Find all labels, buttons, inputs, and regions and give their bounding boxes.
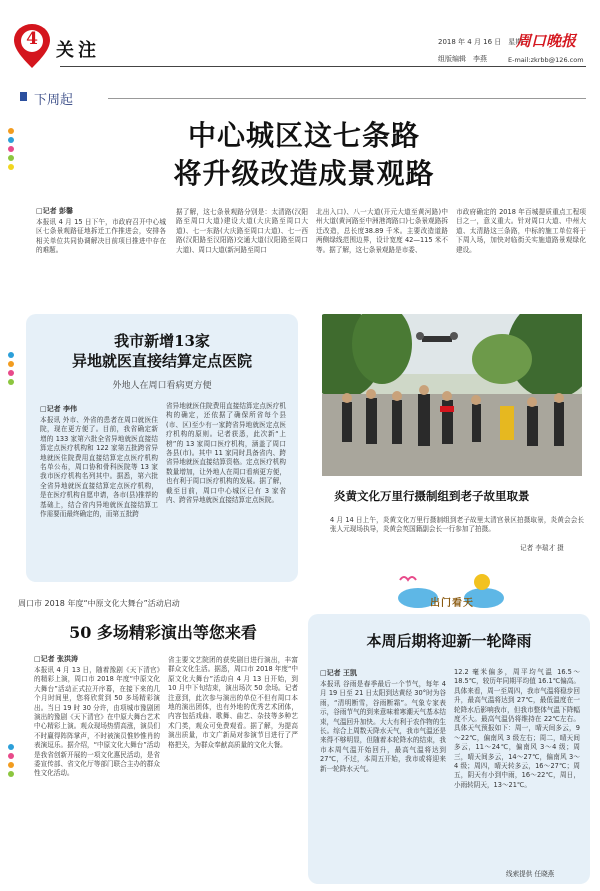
medical-column-1: 本报讯 外市、外省的患者在周口就医住院，现在更方便了。目前，我省确定新增的 133 家第六批全省异地就医直接结算定点医疗机构和 122 家第五批跨省异地就医住院费用直接结算定点医疗机构名单公布，周口协和骨科医院等 13 家我市医疗机构名列其中。据悉，第六批全省异地就医直接结算定点医疗机构，是在医疗机构自愿申请，各市(县)推荐的基础上，结合省内异地就医直接结算工作需要而最终确定的，而第五批跨 — [40, 416, 158, 519]
decor-dots-bottom — [8, 744, 14, 780]
column-2: 据了解，这七条景观路分别是：太清路(汉阳路至周口大道)建设大道(大庆路至周口大道)、七一东路(大庆路至周口大道)、七一西路(汉阳路至汉阳路)交通大道(汉阳路至周口大道)、周口大道(新河路至周口 — [176, 208, 308, 254]
decor-dots-top — [8, 128, 14, 173]
editor-line: 组版编辑 李燕 — [438, 55, 487, 63]
weather-banner-text: 出门看天 — [430, 598, 474, 609]
page-header — [0, 0, 600, 80]
medical-story — [26, 314, 298, 582]
weather-column-1: 本报讯 谷雨是春季最后一个节气，每年 4 月 19 日至 21 日太阳到达黄经 30°时为谷雨，“清明断雪，谷雨断霜”。气象专家表示，谷雨节气的到来意味着寒潮天气基本结束，气温回升加快。大大有利于农作物的生长。综合上周数天降水天气，我市气温还是来得不够明显，但随着本轮降水的结束，我市本周气温开始回升，最高气温将达到 27℃，不过，本周五开始，我市或将迎来新一轮降水天气。 — [320, 680, 446, 773]
weather-column-2: 12.2 毫米偏多，周平均气温 16.5～18.5℃，较历年同期平均值 16.1℃偏高。具体来看，周一至周四，我市气温将稳步回升，最高气温将达到 27℃，最低温度在一轮降水后影响我市，但我市整体气温下降幅度不大。最高气温仍将维持在 22℃左右。具体天气预报如下：周一，晴天间多云，9～22℃，偏南风 3 级左右；周二，晴天间多云，11～24℃，偏南风 3～4 级；周三，晴天间多云，14～27℃，偏南风 3～4 级；周四，晴天转多云，16～27℃；周五，阴天有小到中雨，16～22℃，周日，小雨转阴天，13～21℃。 — [454, 668, 580, 789]
weather-title: 本周后期将迎新一轮降雨 — [366, 632, 532, 650]
culture-kicker: 周口市 2018 年度“中原文化大舞台”活动启动 — [18, 599, 180, 608]
culture-byline: □记者 张洪涛 — [34, 655, 79, 663]
paper-name: 周口晚报 — [516, 32, 577, 50]
culture-story — [18, 590, 308, 886]
date-line: 2018 年 4 月 16 日 星期一 — [438, 38, 530, 46]
medical-title-2: 异地就医直接结算定点医院 — [71, 352, 252, 370]
culture-column-1: 本报讯 4 月 13 日，随着豫剧《天下清官》的精彩上演，周口市 2018 年度“中原文化大舞台”活动正式拉开序幕，在接下来的几个月时间里，您将欣赏到 50 多场精彩演出。当日 19 时 30 分许，由项城市豫剧团演出的豫剧《天下清官》在中原大舞台艺术中心精彩上演。观众现场热情高涨，演员们不时赢得阵阵掌声，不时被演员惟妙惟肖的表演逗乐。据介绍，“中原文化大舞台”活动是我省创新开展的一项文化惠民活动，是省委宣传部、省文化厅等部门联合主办的群众性文化活动。 — [34, 666, 160, 778]
column-3: 北出入口)、八一大道(开元大道至黄河路)中州大道(黄河路至中洲港湾路口)七条景观路拆迁改造，总长度38.89 千米。主要改造道路两侧绿线范围边界，设计宽度 42—115 米不等。据了解，这七条景观路是市委、 — [316, 208, 448, 254]
culture-column-2: 省主要文艺院团的获奖剧目进行演出，丰富群众文化生活。据悉，周口市 2018 年度“中原文化大舞台”活动自 4 月 13 日开始，到 10 月中下旬结束，演出场次 50 余场。记者注意到，此次参与演出的单位不但有周口本地的演出团体，也有外地的优秀艺术团体，内容包括戏曲、歌舞、曲艺、杂技等多种艺术门类，观众可免费观看。据了解，为提高演出质量，市文广新局对参演节目进行了严格把关，为群众奉献高质量的文化大餐。 — [168, 656, 298, 749]
decor-dots-mid — [8, 352, 14, 388]
weather-banner — [396, 568, 506, 610]
top-story — [18, 88, 590, 292]
medical-subtitle: 外地人在周口看病更方便 — [112, 381, 212, 391]
photo-caption: 4 月 14 日上午，炎黄文化万里行摄制组到老子故里太清宫景区拍摄取景，炎黄会会长张人元现场执导，炎黄会英国籍副会长一行参加了拍摄。 — [330, 516, 584, 534]
column-4: 市政府确定的 2018 年百城提质重点工程项目之一，意义重大。针对周口大道、中州大道、太清路这三条路，中标的施工单位将于下周入场，加快对临街关实施道路景观绿化建设。 — [456, 208, 586, 254]
page-number: 4 — [26, 29, 38, 49]
medical-title-1: 我市新增13家 — [114, 332, 210, 350]
header-rule — [60, 66, 586, 67]
byline: □记者 彭馨 — [36, 207, 74, 215]
section-title: 关注 — [56, 40, 100, 61]
kicker-marker — [20, 92, 27, 101]
headline-line-1: 中心城区这七条路 — [187, 119, 420, 152]
weather-byline: □记者 王凯 — [320, 669, 358, 677]
medical-column-2: 省异地就医住院费用直接结算定点医疗机构的确定，还依据了确保所省每个县(市、区)至少有一家跨省异地就医定点医疗机构的原则。记者获悉，此次新“上榜”的 13 家周口医疗机构，涵盖了周口各县(市)。其中 11 家同时具备省内、跨省异地就医直接结算资格。定点医疗机构数量增加，让外地人在周口看病更方便，也有利于周口医疗机构的发展。据了解，截至目前，周口中心城区已有 3 家省内、跨省异地就医直接结算定点医院。 — [166, 402, 286, 505]
photo-story-title: 炎黄文化万里行摄制组到老子故里取景 — [334, 489, 530, 503]
kicker: 下周起 — [34, 93, 74, 108]
culture-title: 50 多场精彩演出等您来看 — [69, 623, 257, 642]
news-photo — [322, 314, 582, 476]
outdoor-crowd-photo — [322, 314, 582, 476]
weather-story — [308, 614, 590, 884]
kicker-rule — [108, 98, 586, 99]
column-1: 本报讯 4 月 15 日下午，市政府召开中心城区七条景观路征地拆迁工作推进会，安排各相关单位共同协调解决目前项目推进中存在的难题。 — [36, 218, 166, 255]
headline-line-2: 将升级改造成景观路 — [173, 157, 435, 190]
email: E-mail:zkrbb@126.com — [508, 56, 584, 64]
medical-byline: □记者 李伟 — [40, 405, 78, 413]
photo-credit: 记者 李瑞才 摄 — [520, 544, 564, 552]
weather-credit: 线索提供 任晓燕 — [506, 870, 555, 878]
